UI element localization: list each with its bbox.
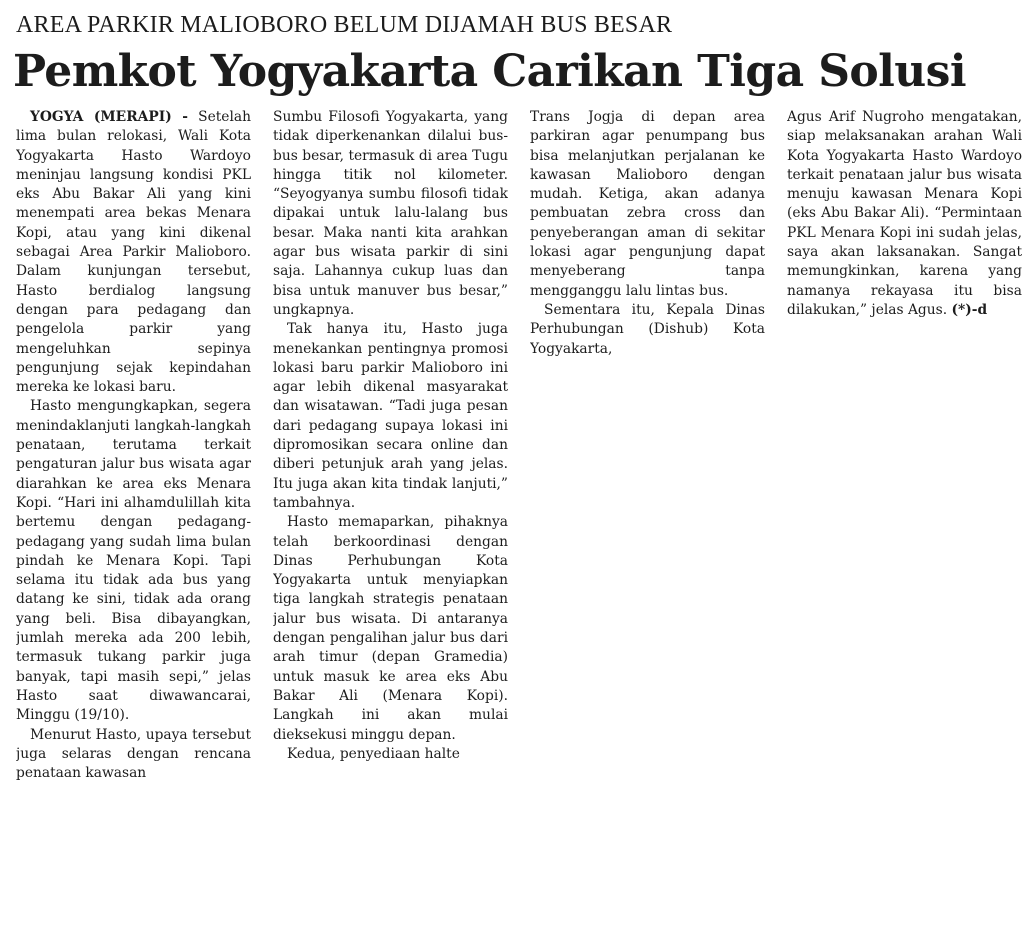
paragraph: Menurut Hasto, upaya tersebut juga selaras dengan rencana penataan kawasan — [16, 726, 251, 782]
paragraph: Sementara itu, Kepala Dinas Perhubungan (Dishub) Kota Yogyakarta, — [530, 301, 765, 357]
text-column-1 — [16, 108, 251, 938]
paragraph: Trans Jogja di depan area parkiran agar penumpang bus bisa melanjutkan perjalanan ke kawasan Malioboro dengan mudah. Ketiga, akan adanya pembuatan zebra cross dan penyeberangan aman di sekitar lokasi agar pengunjung dapat menyeberang tanpa mengganggu lalu lintas bus. — [530, 109, 765, 299]
paragraph: Hasto mengungkapkan, segera menindaklanjuti langkah-langkah penataan, terutama terkait pengaturan jalur bus wisata agar diarahkan ke area eks Menara Kopi. “Hari ini alhamdulillah kita bertemu dengan pedagang-pedagang yang sudah lima bulan pindah ke Menara Kopi. Tapi selama itu tidak ada bus yang datang ke sini, tidak ada orang yang beli. Bisa dibayangkan, jumlah mereka ada 200 lebih, termasuk tukang parkir juga banyak, tapi masih sepi,” jelas Hasto saat diwawancarai, Minggu (19/10). — [16, 398, 251, 724]
article-body — [16, 108, 1022, 938]
paragraph: Kedua, penyediaan halte — [287, 745, 460, 762]
text-column-2 — [273, 108, 508, 938]
paragraph: Hasto memaparkan, pihaknya telah berkoordinasi dengan Dinas Perhubungan Kota Yogyakarta untuk menyiapkan tiga langkah strategis penataan jalur bus wisata. Di antaranya dengan pengalihan jalur bus dari arah timur (depan Gramedia) untuk masuk ke area eks Abu Bakar Ali (Menara Kopi). Langkah ini akan mulai dieksekusi minggu depan. — [273, 514, 508, 743]
paragraph — [787, 108, 1022, 320]
paragraph: Sumbu Filosofi Yogyakarta, yang tidak diperkenankan dilalui bus-bus besar, termasuk di area Tugu hingga titik nol kilometer. “Seyogyanya sumbu filosofi tidak dipakai untuk lalu-lalang bus besar. Maka nanti kita arahkan agar bus wisata parkir di sini saja. Lahannya cukup luas dan bisa untuk manuver bus besar,” ungkapnya. — [273, 109, 508, 318]
paragraph-text: Setelah lima bulan relokasi, Wali Kota Yogyakarta Hasto Wardoyo meninjau langsung kondisi PKL eks Abu Bakar Ali yang kini menempati area bekas Menara Kopi, atau yang kini dikenal sebagai Area Parkir Malioboro. Dalam kunjungan tersebut, Hasto berdialog langsung dengan para pedagang dan pengelola parkir yang mengeluhkan sepinya pengunjung sejak kepindahan mereka ke lokasi baru. — [16, 109, 251, 396]
paragraph-text: Agus Arif Nugroho mengatakan, siap melaksanakan arahan Wali Kota Yogyakarta Hasto Wardoyo terkait penataan jalur bus wisata menuju kawasan Menara Kopi (eks Abu Bakar Ali). “Permintaan PKL Menara Kopi ini sudah jelas, saya akan laksanakan. Sangat memungkinkan, karena yang namanya rekayasa itu bisa dilakukan,” jelas Agus. — [787, 109, 1022, 318]
author-signoff: (*)-d — [951, 301, 988, 318]
dateline: YOGYA (MERAPI) - — [30, 109, 188, 125]
paragraph: Tak hanya itu, Hasto juga menekankan pentingnya promosi lokasi baru parkir Malioboro ini agar lebih dikenal masyarakat dan wisatawan. “Tadi juga pesan dari pedagang supaya lokasi ini dipromosikan secara online dan diberi petunjuk arah yang jelas. Itu juga akan kita tindak lanjuti,” tambahnya. — [273, 321, 508, 511]
paragraph — [16, 108, 251, 397]
article-headline: Pemkot Yogyakarta Carikan Tiga Solusi — [13, 46, 966, 97]
article-kicker: AREA PARKIR MALIOBORO BELUM DIJAMAH BUS BESAR — [16, 12, 673, 38]
text-column-3 — [530, 108, 765, 938]
text-column-4 — [787, 108, 1022, 938]
